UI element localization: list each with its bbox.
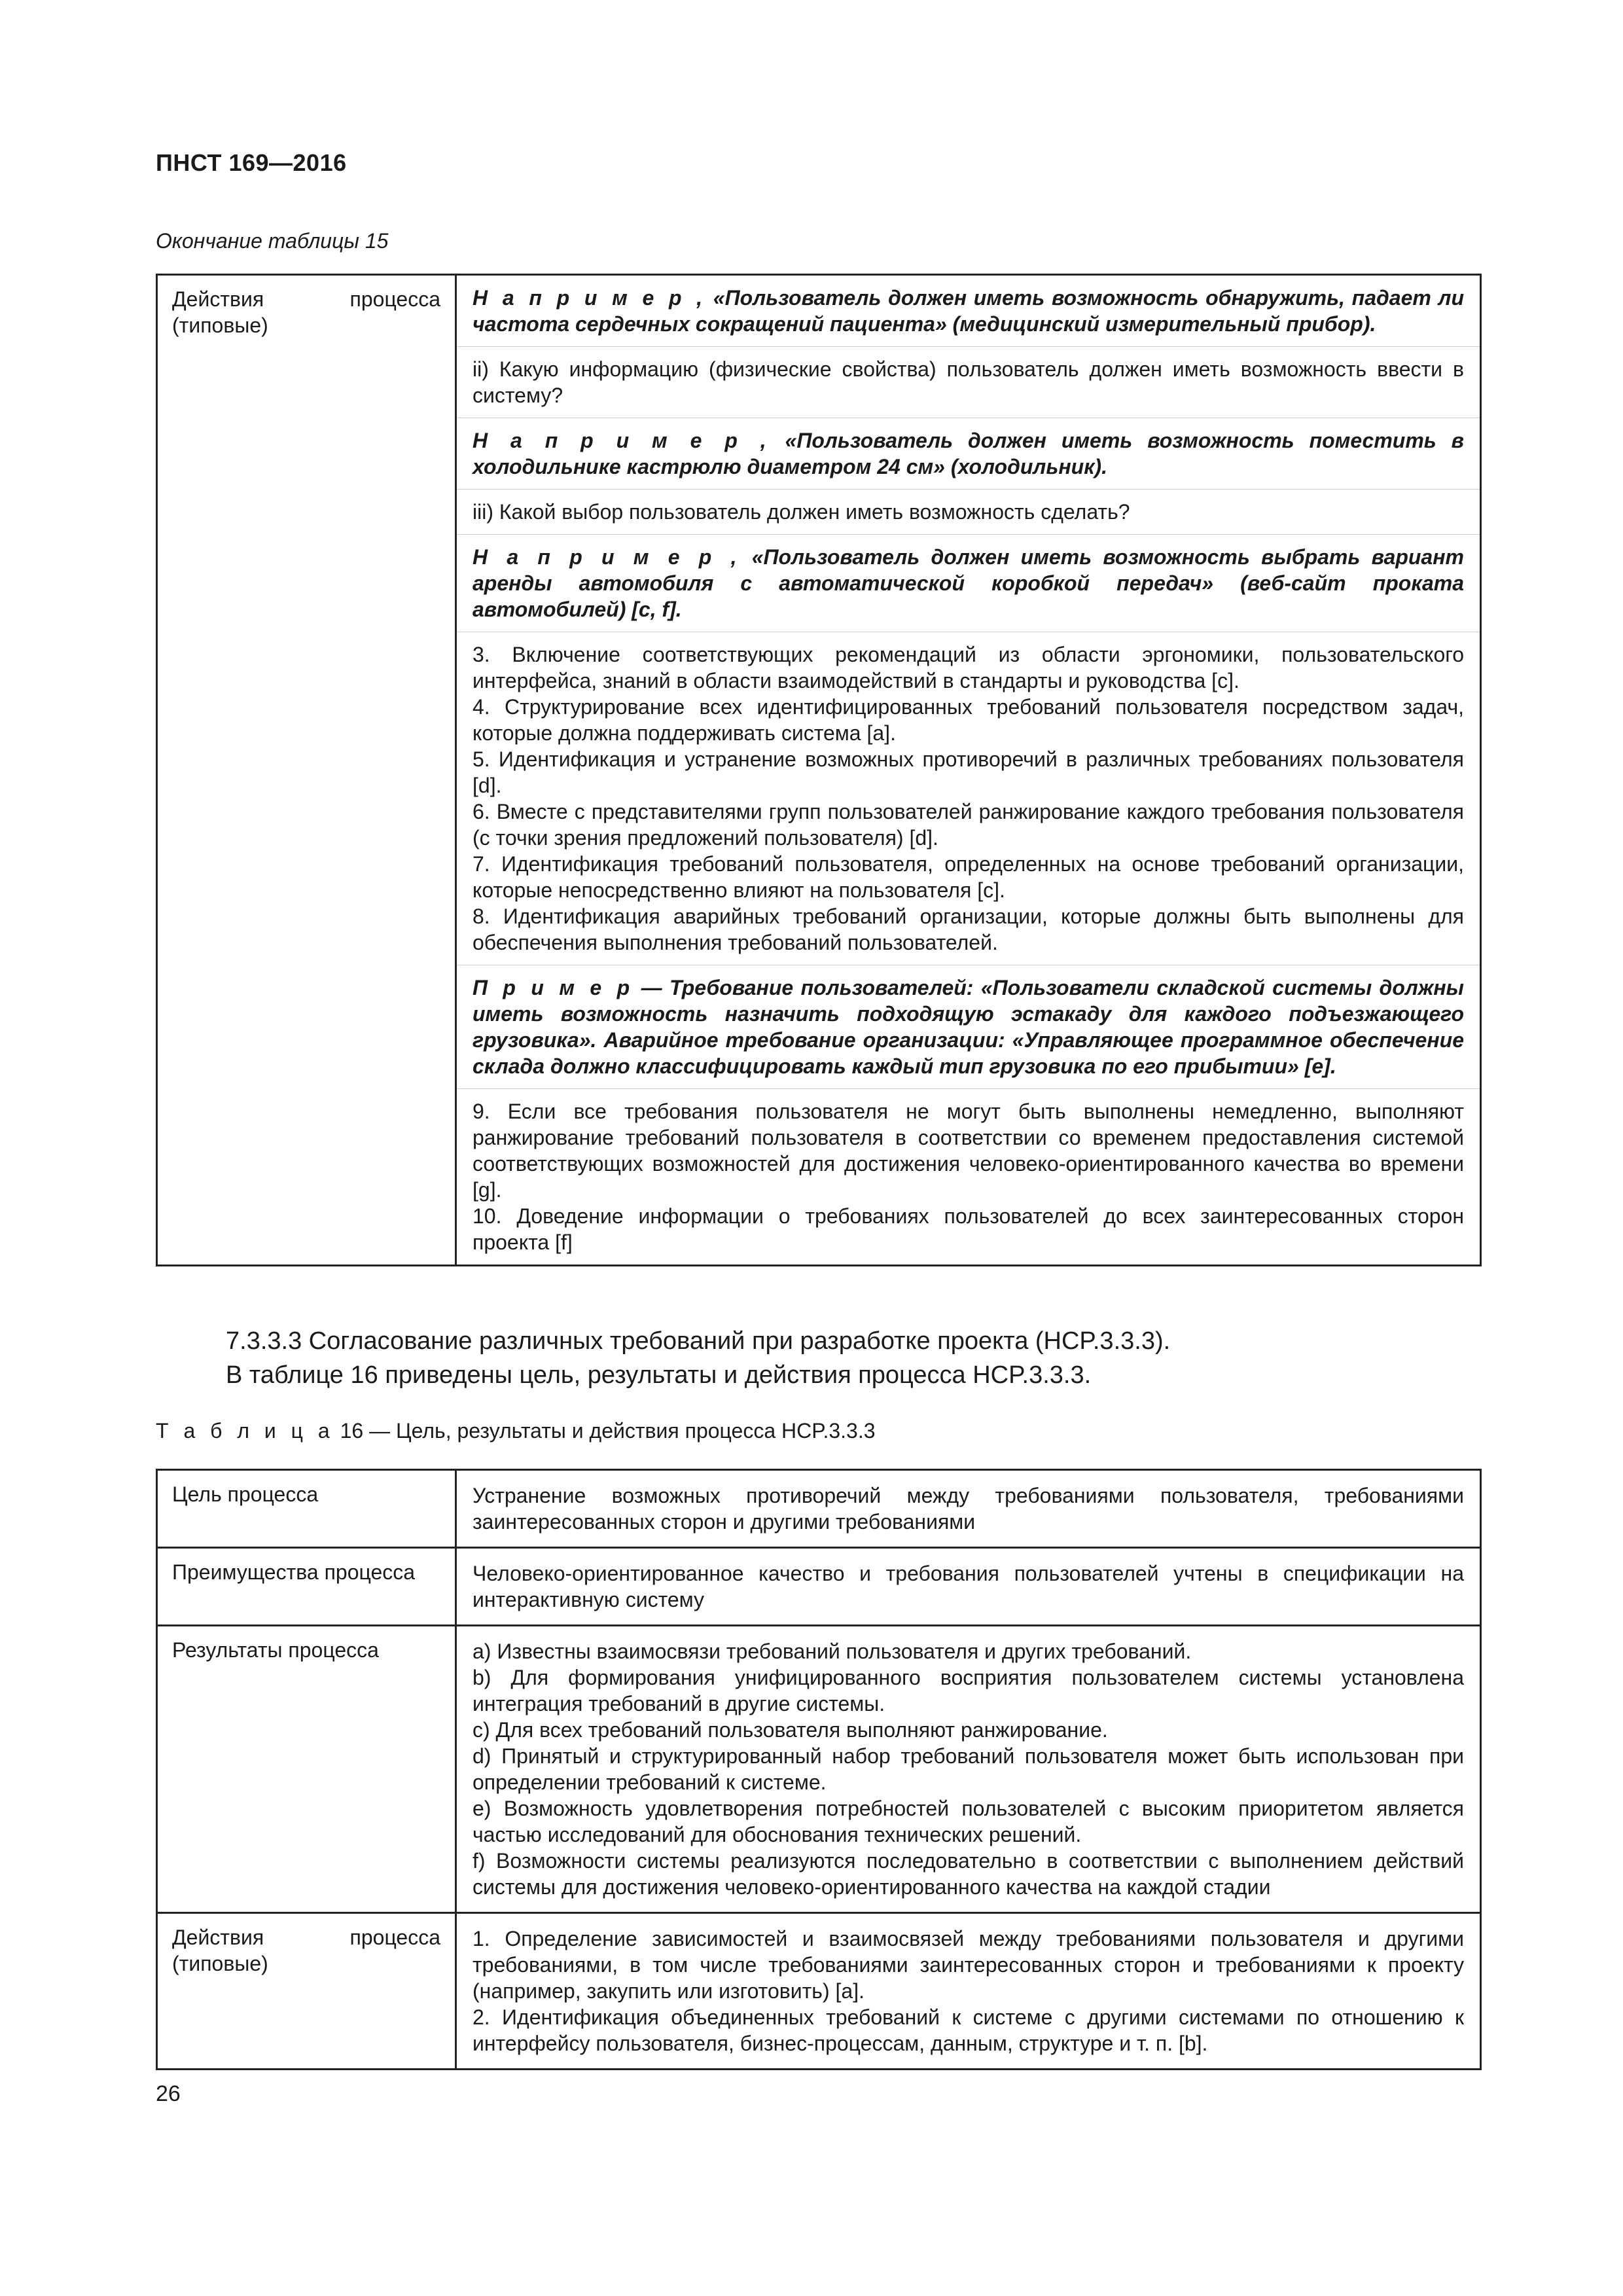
table-row bbox=[157, 1548, 1481, 1626]
list-item: 7. Идентификация требований пользователя, определенных на основе требований организации, которые непосредственно влияют на пользователя [c]. bbox=[473, 852, 1464, 902]
row-content-cell bbox=[456, 1913, 1481, 2070]
example-text: — Требование пользователей: «Пользователи складской системы должны иметь возможность назначить подходящую эстакаду для каждого подъезжающего грузовика». Аварийное требование организации: «Управляющее программное обеспечение склада должно классифицировать каждый тип грузовика по его прибытии» [e]. bbox=[473, 976, 1464, 1078]
row-content-cell bbox=[456, 1548, 1481, 1626]
section-paragraph: 7.3.3.3 Согласование различных требований при разработке проекта (HCP.3.3.3). bbox=[226, 1327, 1171, 1355]
list-item: 4. Структурирование всех идентифицированных требований пользователя посредством задач, которые должна поддерживать система [a]. bbox=[473, 695, 1464, 745]
list-item: c) Для всех требований пользователя выполняют ранжирование. bbox=[473, 1718, 1108, 1742]
table-row bbox=[157, 1470, 1481, 1548]
example-prefix: П р и м е р bbox=[473, 976, 634, 999]
row-content-cell bbox=[456, 1626, 1481, 1913]
list-item: f) Возможности системы реализуются последовательно в соответствии с выполнением действий системы для достижения человеко-ориентированного качества на каждой стадии bbox=[473, 1849, 1464, 1899]
table-row bbox=[157, 1913, 1481, 2070]
list-item: a) Известны взаимосвязи требований пользователя и других требований. bbox=[473, 1640, 1192, 1663]
list-item: 5. Идентификация и устранение возможных противоречий в различных требованиях пользователя [d]. bbox=[473, 747, 1464, 797]
table-16-title-prefix: Т а б л и ц а bbox=[156, 1419, 334, 1443]
example-block bbox=[457, 965, 1480, 1088]
page-number: 26 bbox=[156, 2081, 181, 2106]
list-item: iii) Какой выбор пользователь должен иметь возможность сделать? bbox=[473, 500, 1130, 524]
row-label-cell bbox=[157, 1548, 456, 1626]
example-prefix: Н а п р и м е р , bbox=[473, 429, 770, 452]
section-paragraph: В таблице 16 приведены цель, результаты и действия процесса HCP.3.3.3. bbox=[226, 1361, 1092, 1389]
row-content-cell bbox=[456, 1470, 1481, 1548]
list-item: 1. Определение зависимостей и взаимосвязей между требованиями пользователя и другими требованиями, в том числе требованиями заинтересованных сторон и требованиями к проекту (например, закупить или изготовить) [a]. bbox=[473, 1927, 1464, 2003]
row-content-cell bbox=[456, 275, 1481, 1266]
list-item: d) Принятый и структурированный набор требований пользователя может быть использован при определении требований к системе. bbox=[473, 1744, 1464, 1794]
table-16-title-text: 16 — Цель, результаты и действия процесса HCP.3.3.3 bbox=[334, 1419, 876, 1443]
list-item: 6. Вместе с представителями групп пользователей ранжирование каждого требования пользователя (с точки зрения предложений пользователя) [d]. bbox=[473, 800, 1464, 850]
table-row bbox=[157, 275, 1481, 1266]
list-item: e) Возможность удовлетворения потребностей пользователей с высоким приоритетом является частью исследований для обоснования технических решений. bbox=[473, 1797, 1464, 1846]
table-16 bbox=[156, 1469, 1482, 2070]
list-item: 2. Идентификация объединенных требований к системе с другими системами по отношению к интерфейсу пользователя, бизнес-процессам, данным, структуре и т. п. [b]. bbox=[473, 2005, 1464, 2055]
example-prefix: Н а п р и м е р , bbox=[473, 545, 741, 569]
document-id-header: ПНСТ 169—2016 bbox=[156, 149, 347, 176]
example-text: «Пользователь должен иметь возможность обнаружить, падает ли частота сердечных сокращений пациента» (медицинский измерительный прибор). bbox=[473, 286, 1465, 336]
list-item: 10. Доведение информации о требованиях пользователей до всех заинтересованных сторон проекта [f] bbox=[473, 1204, 1464, 1254]
row-label-cell bbox=[157, 1913, 456, 2070]
list-item: 8. Идентификация аварийных требований организации, которые должны быть выполнены для обеспечения выполнения требований пользователей. bbox=[473, 905, 1464, 954]
text-block bbox=[457, 632, 1480, 965]
example-block bbox=[457, 276, 1480, 346]
example-block bbox=[457, 534, 1480, 632]
text-block bbox=[457, 1088, 1480, 1265]
row-label-cell bbox=[157, 1470, 456, 1548]
text-block bbox=[457, 489, 1480, 534]
table-16-title bbox=[156, 1419, 876, 1443]
example-block bbox=[457, 418, 1480, 489]
table-15-continued-caption: Окончание таблицы 15 bbox=[156, 229, 389, 253]
row-label-cell bbox=[157, 1626, 456, 1913]
text-block bbox=[457, 346, 1480, 418]
row-label-cell bbox=[157, 275, 456, 1266]
list-item: 3. Включение соответствующих рекомендаций из области эргономики, пользовательского интерфейса, знаний в области взаимодействий в стандарты и руководства [c]. bbox=[473, 643, 1464, 692]
example-prefix: Н а п р и м е р , bbox=[473, 286, 707, 310]
list-item: 9. Если все требования пользователя не могут быть выполнены немедленно, выполняют ранжирование требований пользователя в соответствии со временем предоставления системой соответствующих возможностей для достижения человеко-ориентированного качества во времени [g]. bbox=[473, 1100, 1464, 1202]
list-item: b) Для формирования унифицированного восприятия пользователем системы установлена интеграция требований в другие системы. bbox=[473, 1666, 1464, 1715]
list-item: ii) Какую информацию (физические свойства) пользователь должен иметь возможность ввести в систему? bbox=[473, 357, 1464, 407]
table-row bbox=[157, 1626, 1481, 1913]
row-label: Действия процесса (типовые) bbox=[172, 287, 440, 337]
row-label: Результаты процесса bbox=[172, 1638, 379, 1662]
example-text: «Пользователь должен иметь возможность поместить в холодильнике кастрюлю диаметром 24 см» (холодильник). bbox=[473, 429, 1465, 478]
row-label: Цель процесса bbox=[172, 1482, 319, 1506]
example-text: «Пользователь должен иметь возможность выбрать вариант аренды автомобиля с автоматической коробкой передач» (веб-сайт проката автомобилей) [c, f]. bbox=[473, 545, 1464, 621]
table-15 bbox=[156, 274, 1482, 1266]
row-label: Преимущества процесса bbox=[172, 1560, 416, 1584]
list-item: Человеко-ориентированное качество и требования пользователей учтены в спецификации на интерактивную систему bbox=[473, 1562, 1464, 1611]
row-label: Действия процесса (типовые) bbox=[172, 1926, 440, 1975]
list-item: Устранение возможных противоречий между требованиями пользователя, требованиями заинтересованных сторон и другими требованиями bbox=[473, 1484, 1464, 1534]
